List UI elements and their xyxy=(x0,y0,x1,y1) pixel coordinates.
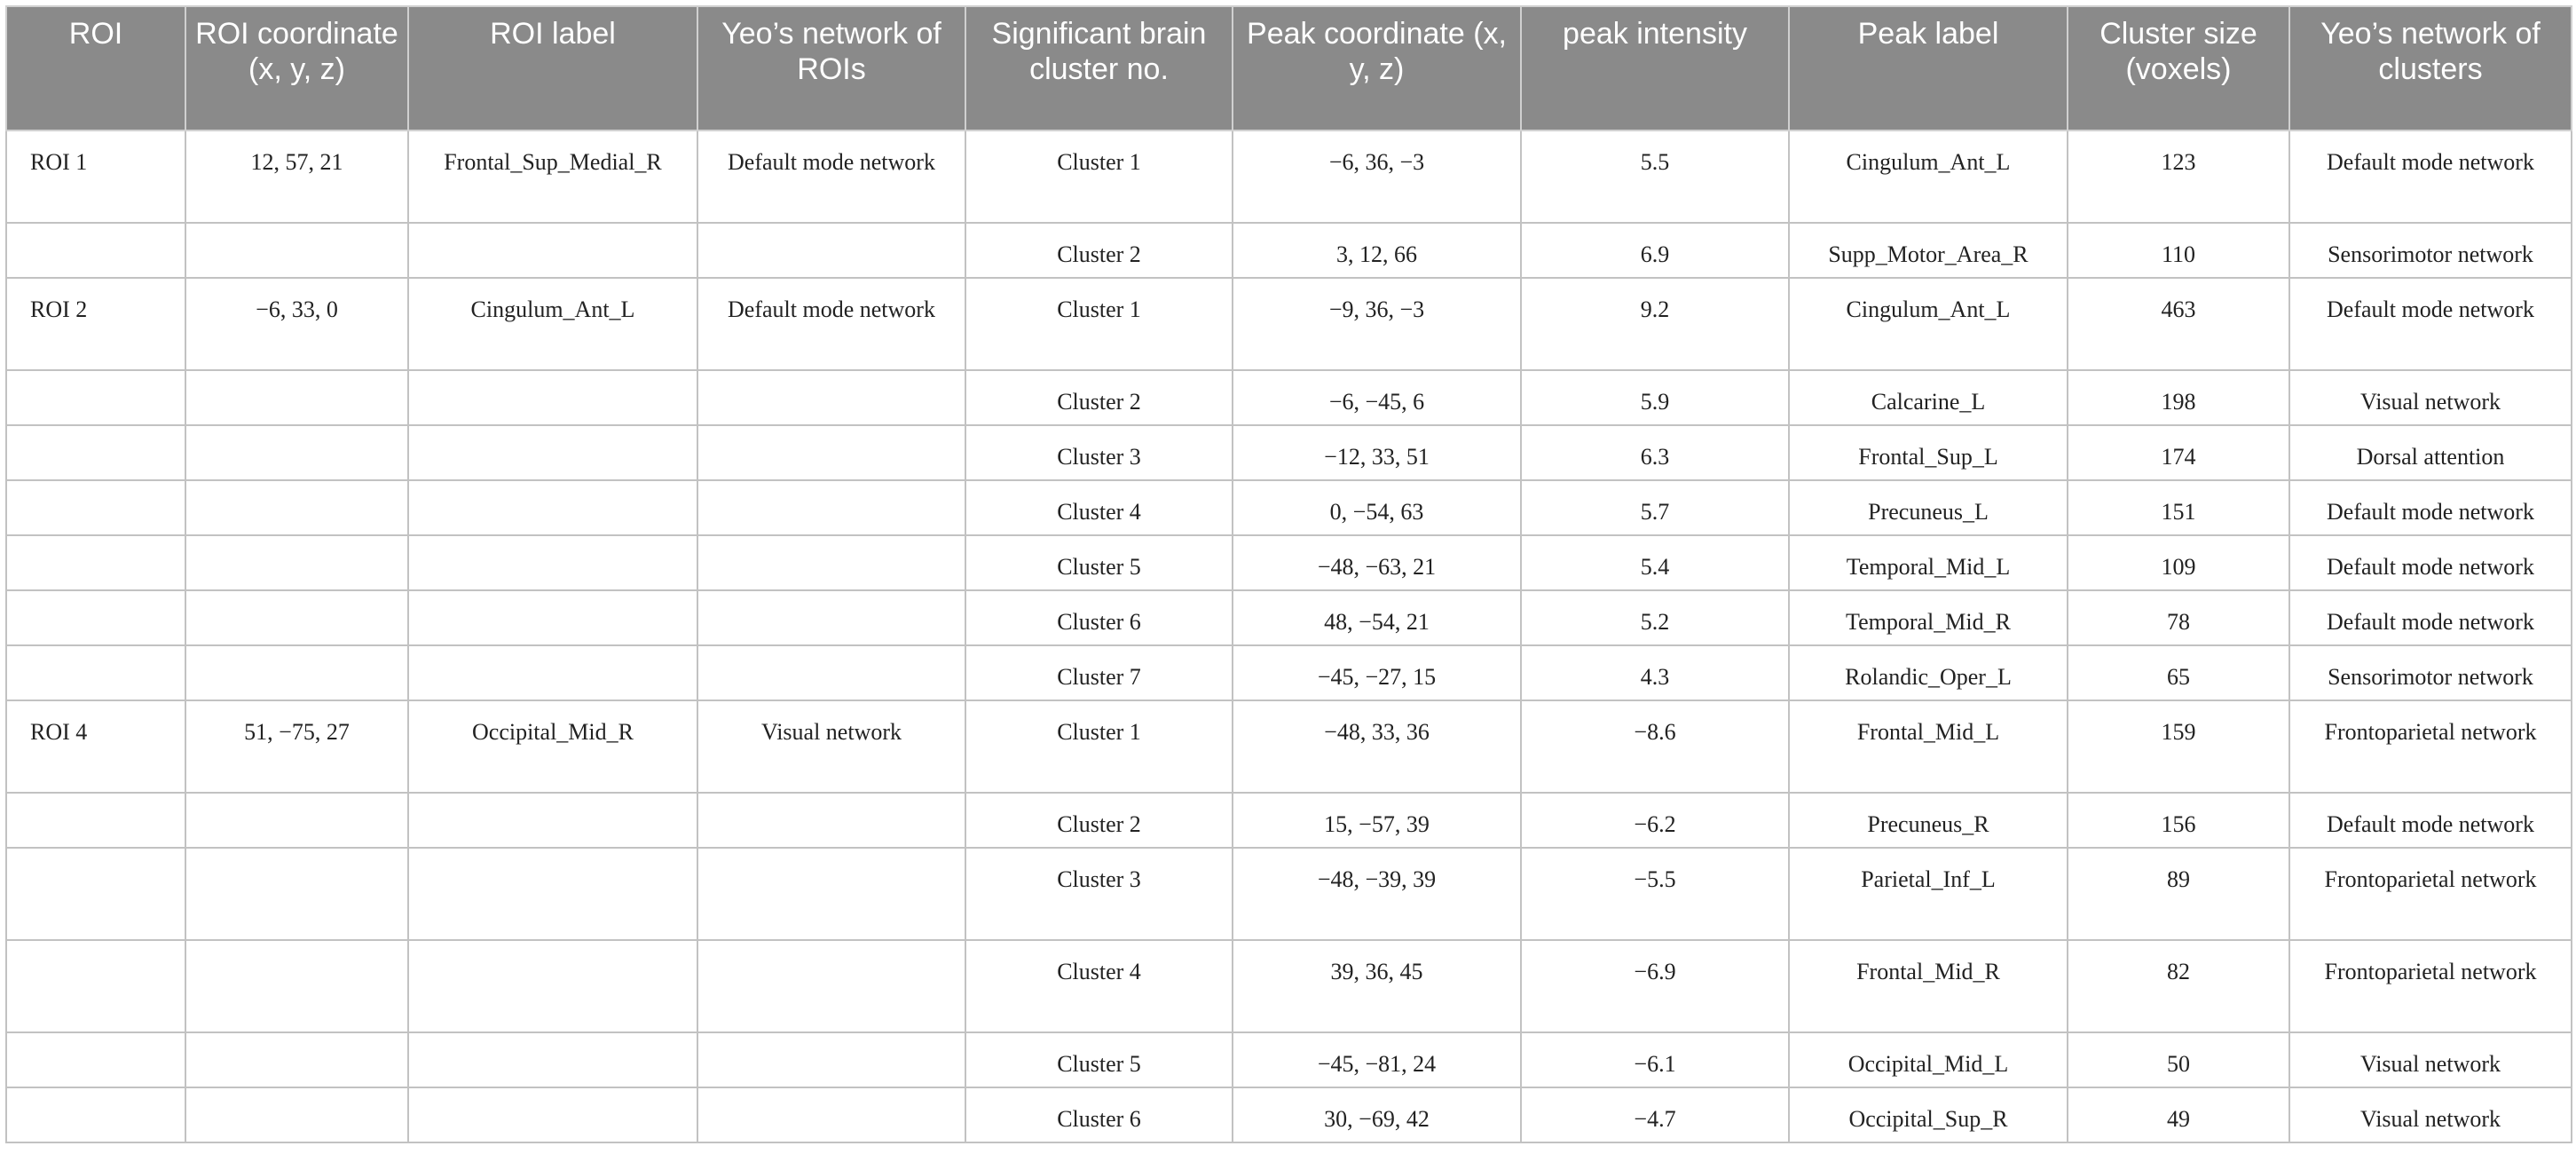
cluster-no-cell: Cluster 6 xyxy=(965,590,1233,645)
cluster-no-cell: Cluster 2 xyxy=(965,223,1233,278)
roi-cell xyxy=(6,793,185,848)
col-header-cluster-size: Cluster size (voxels) xyxy=(2068,6,2289,130)
cluster-network-cell: Sensorimotor network xyxy=(2289,645,2572,700)
peak-coordinate-cell: 15, −57, 39 xyxy=(1233,793,1521,848)
table-row xyxy=(6,793,2572,848)
roi-cell xyxy=(6,223,185,278)
roi-coordinate-cell: 51, −75, 27 xyxy=(185,700,408,793)
roi-network-cell: Default mode network xyxy=(697,130,965,223)
roi-cell xyxy=(6,1087,185,1142)
cluster-size-cell: 110 xyxy=(2068,223,2289,278)
cluster-network-cell: Visual network xyxy=(2289,1032,2572,1087)
table-row xyxy=(6,848,2572,940)
peak-label-cell: Frontal_Mid_L xyxy=(1789,700,2068,793)
cluster-network-cell: Visual network xyxy=(2289,1087,2572,1142)
cluster-no-cell: Cluster 5 xyxy=(965,535,1233,590)
roi-cell: ROI 1 xyxy=(6,130,185,223)
cluster-size-cell: 49 xyxy=(2068,1087,2289,1142)
cluster-network-cell: Frontoparietal network xyxy=(2289,848,2572,940)
roi-coordinate-cell xyxy=(185,1087,408,1142)
peak-intensity-cell: 5.2 xyxy=(1521,590,1789,645)
roi-cell: ROI 2 xyxy=(6,278,185,370)
peak-label-cell: Temporal_Mid_L xyxy=(1789,535,2068,590)
cluster-size-cell: 156 xyxy=(2068,793,2289,848)
roi-cell xyxy=(6,425,185,480)
roi-network-cell xyxy=(697,848,965,940)
roi-cell xyxy=(6,370,185,425)
peak-label-cell: Rolandic_Oper_L xyxy=(1789,645,2068,700)
cluster-no-cell: Cluster 5 xyxy=(965,1032,1233,1087)
peak-coordinate-cell: −48, 33, 36 xyxy=(1233,700,1521,793)
cluster-no-cell: Cluster 4 xyxy=(965,480,1233,535)
table-row xyxy=(6,370,2572,425)
peak-coordinate-cell: −6, −45, 6 xyxy=(1233,370,1521,425)
cluster-no-cell: Cluster 1 xyxy=(965,700,1233,793)
peak-intensity-cell: −6.1 xyxy=(1521,1032,1789,1087)
cluster-network-cell: Visual network xyxy=(2289,370,2572,425)
cluster-size-cell: 89 xyxy=(2068,848,2289,940)
peak-intensity-cell: −6.9 xyxy=(1521,940,1789,1032)
roi-coordinate-cell xyxy=(185,590,408,645)
cluster-network-cell: Default mode network xyxy=(2289,130,2572,223)
table-row xyxy=(6,1032,2572,1087)
cluster-no-cell: Cluster 7 xyxy=(965,645,1233,700)
table-row xyxy=(6,700,2572,793)
roi-coordinate-cell: 12, 57, 21 xyxy=(185,130,408,223)
results-table xyxy=(5,5,2572,1143)
cluster-no-cell: Cluster 2 xyxy=(965,793,1233,848)
header-row xyxy=(6,6,2572,130)
cluster-network-cell: Frontoparietal network xyxy=(2289,700,2572,793)
roi-coordinate-cell xyxy=(185,370,408,425)
peak-label-cell: Precuneus_L xyxy=(1789,480,2068,535)
peak-intensity-cell: −4.7 xyxy=(1521,1087,1789,1142)
cluster-size-cell: 159 xyxy=(2068,700,2289,793)
roi-cell xyxy=(6,1032,185,1087)
cluster-size-cell: 50 xyxy=(2068,1032,2289,1087)
peak-intensity-cell: 6.9 xyxy=(1521,223,1789,278)
peak-coordinate-cell: 30, −69, 42 xyxy=(1233,1087,1521,1142)
table-row xyxy=(6,940,2572,1032)
table-row xyxy=(6,480,2572,535)
roi-network-cell xyxy=(697,1087,965,1142)
peak-label-cell: Occipital_Mid_L xyxy=(1789,1032,2068,1087)
roi-coordinate-cell xyxy=(185,425,408,480)
cluster-network-cell: Default mode network xyxy=(2289,590,2572,645)
roi-coordinate-cell xyxy=(185,793,408,848)
roi-coordinate-cell xyxy=(185,1032,408,1087)
peak-label-cell: Cingulum_Ant_L xyxy=(1789,278,2068,370)
peak-intensity-cell: −5.5 xyxy=(1521,848,1789,940)
peak-label-cell: Parietal_Inf_L xyxy=(1789,848,2068,940)
table-row xyxy=(6,425,2572,480)
roi-network-cell xyxy=(697,425,965,480)
cluster-size-cell: 109 xyxy=(2068,535,2289,590)
roi-coordinate-cell xyxy=(185,480,408,535)
peak-intensity-cell: 4.3 xyxy=(1521,645,1789,700)
cluster-size-cell: 82 xyxy=(2068,940,2289,1032)
cluster-no-cell: Cluster 6 xyxy=(965,1087,1233,1142)
peak-coordinate-cell: −9, 36, −3 xyxy=(1233,278,1521,370)
roi-label-cell xyxy=(408,223,697,278)
roi-network-cell xyxy=(697,645,965,700)
cluster-network-cell: Default mode network xyxy=(2289,278,2572,370)
cluster-no-cell: Cluster 1 xyxy=(965,278,1233,370)
cluster-network-cell: Default mode network xyxy=(2289,535,2572,590)
peak-coordinate-cell: 48, −54, 21 xyxy=(1233,590,1521,645)
peak-label-cell: Frontal_Mid_R xyxy=(1789,940,2068,1032)
roi-label-cell: Occipital_Mid_R xyxy=(408,700,697,793)
roi-label-cell xyxy=(408,425,697,480)
table-row xyxy=(6,130,2572,223)
peak-intensity-cell: 5.4 xyxy=(1521,535,1789,590)
roi-label-cell xyxy=(408,848,697,940)
cluster-size-cell: 78 xyxy=(2068,590,2289,645)
table-row xyxy=(6,535,2572,590)
peak-coordinate-cell: −48, −39, 39 xyxy=(1233,848,1521,940)
peak-intensity-cell: 5.9 xyxy=(1521,370,1789,425)
roi-network-cell xyxy=(697,590,965,645)
roi-label-cell: Frontal_Sup_Medial_R xyxy=(408,130,697,223)
roi-cell: ROI 4 xyxy=(6,700,185,793)
roi-cell xyxy=(6,645,185,700)
cluster-size-cell: 123 xyxy=(2068,130,2289,223)
peak-coordinate-cell: 39, 36, 45 xyxy=(1233,940,1521,1032)
col-header-yeo-network-rois: Yeo’s network of ROIs xyxy=(697,6,965,130)
table-row xyxy=(6,590,2572,645)
peak-coordinate-cell: −6, 36, −3 xyxy=(1233,130,1521,223)
roi-coordinate-cell xyxy=(185,940,408,1032)
peak-intensity-cell: 5.7 xyxy=(1521,480,1789,535)
peak-label-cell: Calcarine_L xyxy=(1789,370,2068,425)
peak-coordinate-cell: −12, 33, 51 xyxy=(1233,425,1521,480)
table-row xyxy=(6,223,2572,278)
peak-label-cell: Occipital_Sup_R xyxy=(1789,1087,2068,1142)
roi-network-cell xyxy=(697,223,965,278)
peak-coordinate-cell: −48, −63, 21 xyxy=(1233,535,1521,590)
roi-network-cell: Default mode network xyxy=(697,278,965,370)
roi-network-cell xyxy=(697,370,965,425)
col-header-yeo-network-clusters: Yeo’s network of clusters xyxy=(2289,6,2572,130)
peak-coordinate-cell: −45, −81, 24 xyxy=(1233,1032,1521,1087)
cluster-size-cell: 151 xyxy=(2068,480,2289,535)
roi-label-cell: Cingulum_Ant_L xyxy=(408,278,697,370)
cluster-network-cell: Default mode network xyxy=(2289,480,2572,535)
roi-label-cell xyxy=(408,940,697,1032)
roi-label-cell xyxy=(408,1032,697,1087)
roi-cell xyxy=(6,590,185,645)
cluster-size-cell: 198 xyxy=(2068,370,2289,425)
roi-label-cell xyxy=(408,370,697,425)
cluster-no-cell: Cluster 4 xyxy=(965,940,1233,1032)
cluster-size-cell: 65 xyxy=(2068,645,2289,700)
roi-network-cell xyxy=(697,1032,965,1087)
roi-cell xyxy=(6,848,185,940)
roi-network-cell xyxy=(697,793,965,848)
roi-cell xyxy=(6,480,185,535)
table-row xyxy=(6,278,2572,370)
table-row xyxy=(6,645,2572,700)
peak-label-cell: Precuneus_R xyxy=(1789,793,2068,848)
col-header-peak-label: Peak label xyxy=(1789,6,2068,130)
col-header-roi: ROI xyxy=(6,6,185,130)
roi-coordinate-cell xyxy=(185,223,408,278)
roi-label-cell xyxy=(408,793,697,848)
peak-intensity-cell: 9.2 xyxy=(1521,278,1789,370)
roi-label-cell xyxy=(408,590,697,645)
cluster-no-cell: Cluster 3 xyxy=(965,425,1233,480)
peak-coordinate-cell: −45, −27, 15 xyxy=(1233,645,1521,700)
cluster-size-cell: 463 xyxy=(2068,278,2289,370)
peak-label-cell: Supp_Motor_Area_R xyxy=(1789,223,2068,278)
col-header-peak-coordinate: Peak coordinate (x, y, z) xyxy=(1233,6,1521,130)
cluster-network-cell: Dorsal attention xyxy=(2289,425,2572,480)
peak-coordinate-cell: 0, −54, 63 xyxy=(1233,480,1521,535)
roi-network-cell xyxy=(697,480,965,535)
col-header-roi-label: ROI label xyxy=(408,6,697,130)
peak-coordinate-cell: 3, 12, 66 xyxy=(1233,223,1521,278)
roi-cell xyxy=(6,940,185,1032)
roi-label-cell xyxy=(408,1087,697,1142)
peak-intensity-cell: 5.5 xyxy=(1521,130,1789,223)
cluster-no-cell: Cluster 1 xyxy=(965,130,1233,223)
roi-coordinate-cell: −6, 33, 0 xyxy=(185,278,408,370)
roi-label-cell xyxy=(408,535,697,590)
cluster-no-cell: Cluster 2 xyxy=(965,370,1233,425)
col-header-peak-intensity: peak intensity xyxy=(1521,6,1789,130)
peak-intensity-cell: −8.6 xyxy=(1521,700,1789,793)
roi-cell xyxy=(6,535,185,590)
roi-coordinate-cell xyxy=(185,645,408,700)
roi-coordinate-cell xyxy=(185,535,408,590)
roi-label-cell xyxy=(408,480,697,535)
roi-network-cell: Visual network xyxy=(697,700,965,793)
cluster-network-cell: Default mode network xyxy=(2289,793,2572,848)
peak-label-cell: Cingulum_Ant_L xyxy=(1789,130,2068,223)
cluster-network-cell: Sensorimotor network xyxy=(2289,223,2572,278)
roi-coordinate-cell xyxy=(185,848,408,940)
roi-label-cell xyxy=(408,645,697,700)
roi-network-cell xyxy=(697,535,965,590)
cluster-no-cell: Cluster 3 xyxy=(965,848,1233,940)
cluster-size-cell: 174 xyxy=(2068,425,2289,480)
col-header-cluster-no: Significant brain cluster no. xyxy=(965,6,1233,130)
table-row xyxy=(6,1087,2572,1142)
peak-intensity-cell: 6.3 xyxy=(1521,425,1789,480)
col-header-roi-coordinate: ROI coordinate (x, y, z) xyxy=(185,6,408,130)
cluster-network-cell: Frontoparietal network xyxy=(2289,940,2572,1032)
roi-network-cell xyxy=(697,940,965,1032)
peak-label-cell: Temporal_Mid_R xyxy=(1789,590,2068,645)
peak-label-cell: Frontal_Sup_L xyxy=(1789,425,2068,480)
peak-intensity-cell: −6.2 xyxy=(1521,793,1789,848)
